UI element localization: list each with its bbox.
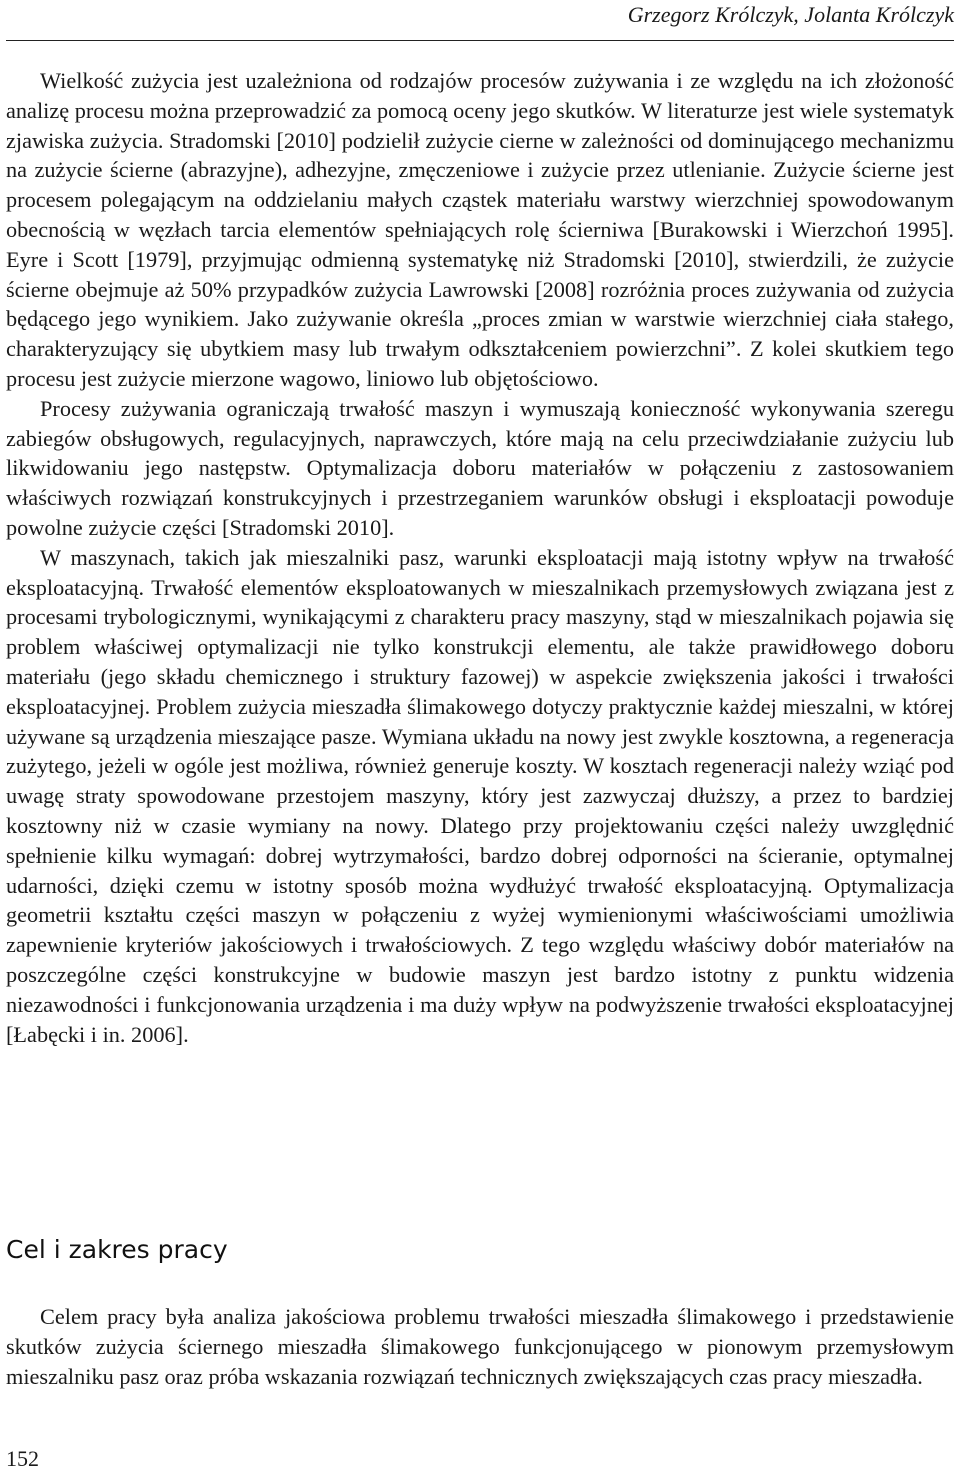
section-text <box>6 1302 954 1391</box>
section-heading: Cel i zakres pracy <box>6 1235 228 1264</box>
paragraph-wear-classification: Wielkość zużycia jest uzależniona od rodzajów procesów zużywania i ze względu na ich złożoność analizę procesu można przeprowadzić za pomocą oceny jego skutków. W literaturze jest wiele systematyk zjawiska zużycia. Stradomski [2010] podzielił zużycie cierne w zależności od dominującego mechanizmu na zużycie ścierne (abrazyjne), adhezyjne, zmęczeniowe i zużycie przez utlenianie. Zużycie ścierne jest procesem polegającym na oddzielaniu małych cząstek materiału warstwy wierzchniej spowodowanym obecnością w węzłach tarcia elementów spełniających rolę ścierniwa [Burakowski i Wierzchoń 1995]. Eyre i Scott [1979], przyjmując odmienną systematykę niż Stradomski [2010], stwierdzili, że zużycie ścierne obejmuje aż 50% przypadków zużycia Lawrowski [2008] rozróżnia proces zużywania od zużycia będącego jego wynikiem. Jako zużywanie określa „proces zmian w warstwie wierzchniej ciała stałego, charakteryzujący się ubytkiem masy lub trwałym odkształceniem powierzchni”. Z kolei skutkiem tego procesu jest zużycie mierzone wagowo, liniowo lub objętościowo. <box>6 68 954 391</box>
paragraph-wear-processes: Procesy zużywania ograniczają trwałość maszyn i wymuszają konieczność wykonywania szeregu zabiegów obsługowych, regulacyjnych, naprawczych, które mają na celu przeciwdziałanie zużyciu lub likwidowaniu jego następstw. Optymalizacja doboru materiałów w połączeniu z zastosowaniem właściwych rozwiązań konstrukcyjnych i przestrzeganiem warunków obsługi i eksploatacji powoduje powolne zużycie części [Stradomski 2010]. <box>6 395 954 540</box>
running-header-authors: Grzegorz Królczyk, Jolanta Królczyk <box>627 2 954 27</box>
paragraph-aim-of-work: Celem pracy była analiza jakościowa problemu trwałości mieszadła ślimakowego i przedstawienie skutków zużycia ściernego mieszadła ślimakowego funkcjonującego w pionowym przemysłowym mieszalniku pasz oraz próba wskazania rozwiązań technicznych zwiększających czas pracy mieszadła. <box>6 1304 954 1389</box>
paragraph-feed-mixers: W maszynach, takich jak mieszalniki pasz, warunki eksploatacji mają istotny wpływ na trwałość eksploatacyjną. Trwałość elementów eksploatowanych w mieszalnikach przemysłowych związana jest z procesami trybologicznymi, wynikającymi z charakteru pracy maszyny, stąd w mieszalnikach pojawia się problem właściwej optymalizacji nie tylko konstrukcji elementu, ale także prawidłowego doboru materiału (jego składu chemicznego i struktury fazowej) w aspekcie zwiększenia jakości i trwałości eksploatacyjnej. Problem zużycia mieszadła ślimakowego dotyczy praktycznie każdej mieszalni, w której używane są urządzenia mieszające pasze. Wymiana układu na nowy jest zwykle kosztowna, a regeneracja zużytego, jeżeli w ogóle jest możliwa, również generuje koszty. W kosztach regeneracji należy wziąć pod uwagę straty spowodowane przestojem maszyny, który jest zazwyczaj dłuższy, a przez to bardziej kosztowny niż w czasie wymiany na nowy. Dlatego przy projektowaniu części należy uwzględnić spełnienie kilku wymagań: dobrej wytrzymałości, bardzo dobrej odporności na ścieranie, optymalnej udarności, dzięki czemu w istotny sposób można wydłużyć trwałość eksploatacyjną. Optymalizacja geometrii kształtu części maszyn w połączeniu z wyżej wymienionymi właściwościami umożliwia zapewnienie kryteriów jakościowych i trwałościowych. Z tego względu właściwy dobór materiałów na poszczególne części konstrukcyjne w budowie maszyn jest bardzo istotny z punktu widzenia niezawodności i funkcjonowania urządzenia i ma duży wpływ na podwyższenie trwałości eksploatacyjnej [Łabęcki i in. 2006]. <box>6 544 954 1047</box>
page-number: 152 <box>6 1446 39 1471</box>
header-divider <box>6 40 954 41</box>
main-text <box>6 66 954 1049</box>
